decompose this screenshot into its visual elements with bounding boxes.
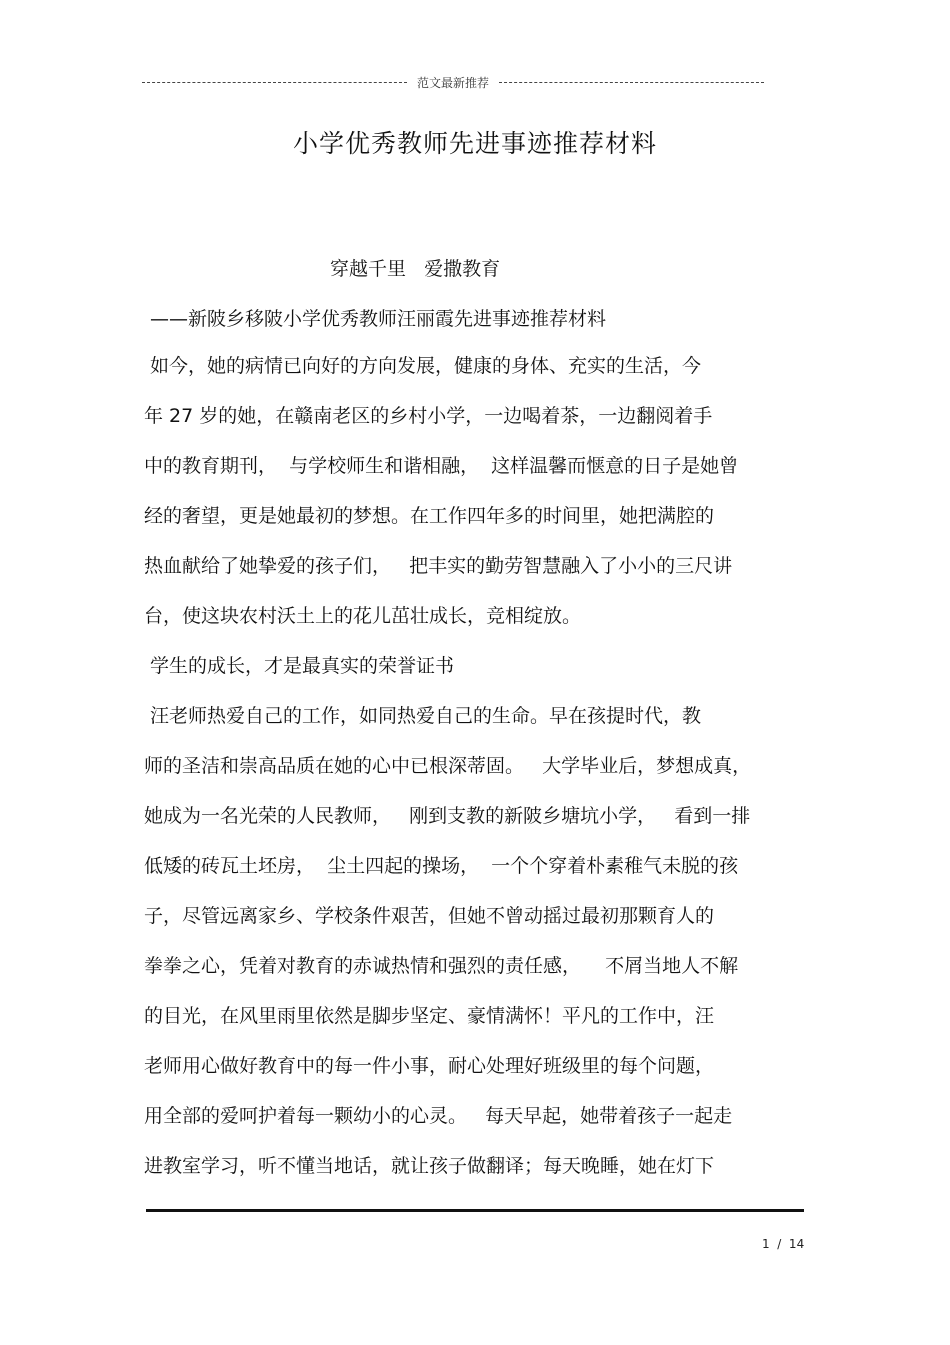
body-line: 台，使这块农村沃土上的花儿茁壮成长，竞相绽放。 (144, 605, 582, 627)
document-subtitle: 穿越千里 爱撒教育 (330, 258, 501, 280)
body-line: 老师用心做好教育中的每一件小事，耐心处理好班级里的每个问题， (144, 1055, 715, 1077)
body-line: 的目光，在风里雨里依然是脚步坚定、豪情满怀！平凡的工作中，汪 (144, 1005, 715, 1027)
footer-rule (146, 1209, 804, 1212)
body-line: 进教室学习，听不懂当地话，就让孩子做翻译；每天晚睡，她在灯下 (144, 1155, 715, 1177)
body-line: 拳拳之心，凭着对教育的赤诚热情和强烈的责任感， 不屑当地人不解 (144, 955, 739, 977)
body-line: 用全部的爱呵护着每一颗幼小的心灵。 每天早起，她带着孩子一起走 (144, 1105, 733, 1127)
body-line: 经的奢望，更是她最初的梦想。在工作四年多的时间里，她把满腔的 (144, 505, 715, 527)
body-line: 汪老师热爱自己的工作，如同热爱自己的生命。早在孩提时代，教 (144, 705, 702, 727)
body-line: 子，尽管远离家乡、学校条件艰苦，但她不曾动摇过最初那颗育人的 (144, 905, 715, 927)
header-dash-right (499, 82, 764, 83)
body-line: 年 27 岁的她，在赣南老区的乡村小学，一边喝着茶，一边翻阅着手 (144, 405, 713, 427)
body-line: 她成为一名光荣的人民教师， 刚到支教的新陂乡塘坑小学， 看到一排 (144, 805, 751, 827)
document-byline: ——新陂乡移陂小学优秀教师汪丽霞先进事迹推荐材料 (150, 308, 607, 330)
page-header (142, 72, 764, 92)
section-heading: 学生的成长，才是最真实的荣誉证书 (144, 655, 455, 677)
header-text: 范文最新推荐 (417, 75, 490, 90)
body-line: 如今，她的病情已向好的方向发展，健康的身体、充实的生活，今 (144, 355, 702, 377)
document-title: 小学优秀教师先进事迹推荐材料 (292, 129, 657, 158)
header-dash-left (142, 82, 407, 83)
body-line: 师的圣洁和崇高品质在她的心中已根深蒂固。 大学毕业后，梦想成真， (144, 755, 752, 777)
body-line: 热血献给了她挚爱的孩子们， 把丰实的勤劳智慧融入了小小的三尺讲 (144, 555, 733, 577)
page-number: 1 / 14 (762, 1237, 805, 1251)
body-line: 低矮的砖瓦土坯房， 尘土四起的操场， 一个个穿着朴素稚气未脱的孩 (144, 855, 739, 877)
body-line: 中的教育期刊， 与学校师生和谐相融， 这样温馨而惬意的日子是她曾 (144, 455, 739, 477)
